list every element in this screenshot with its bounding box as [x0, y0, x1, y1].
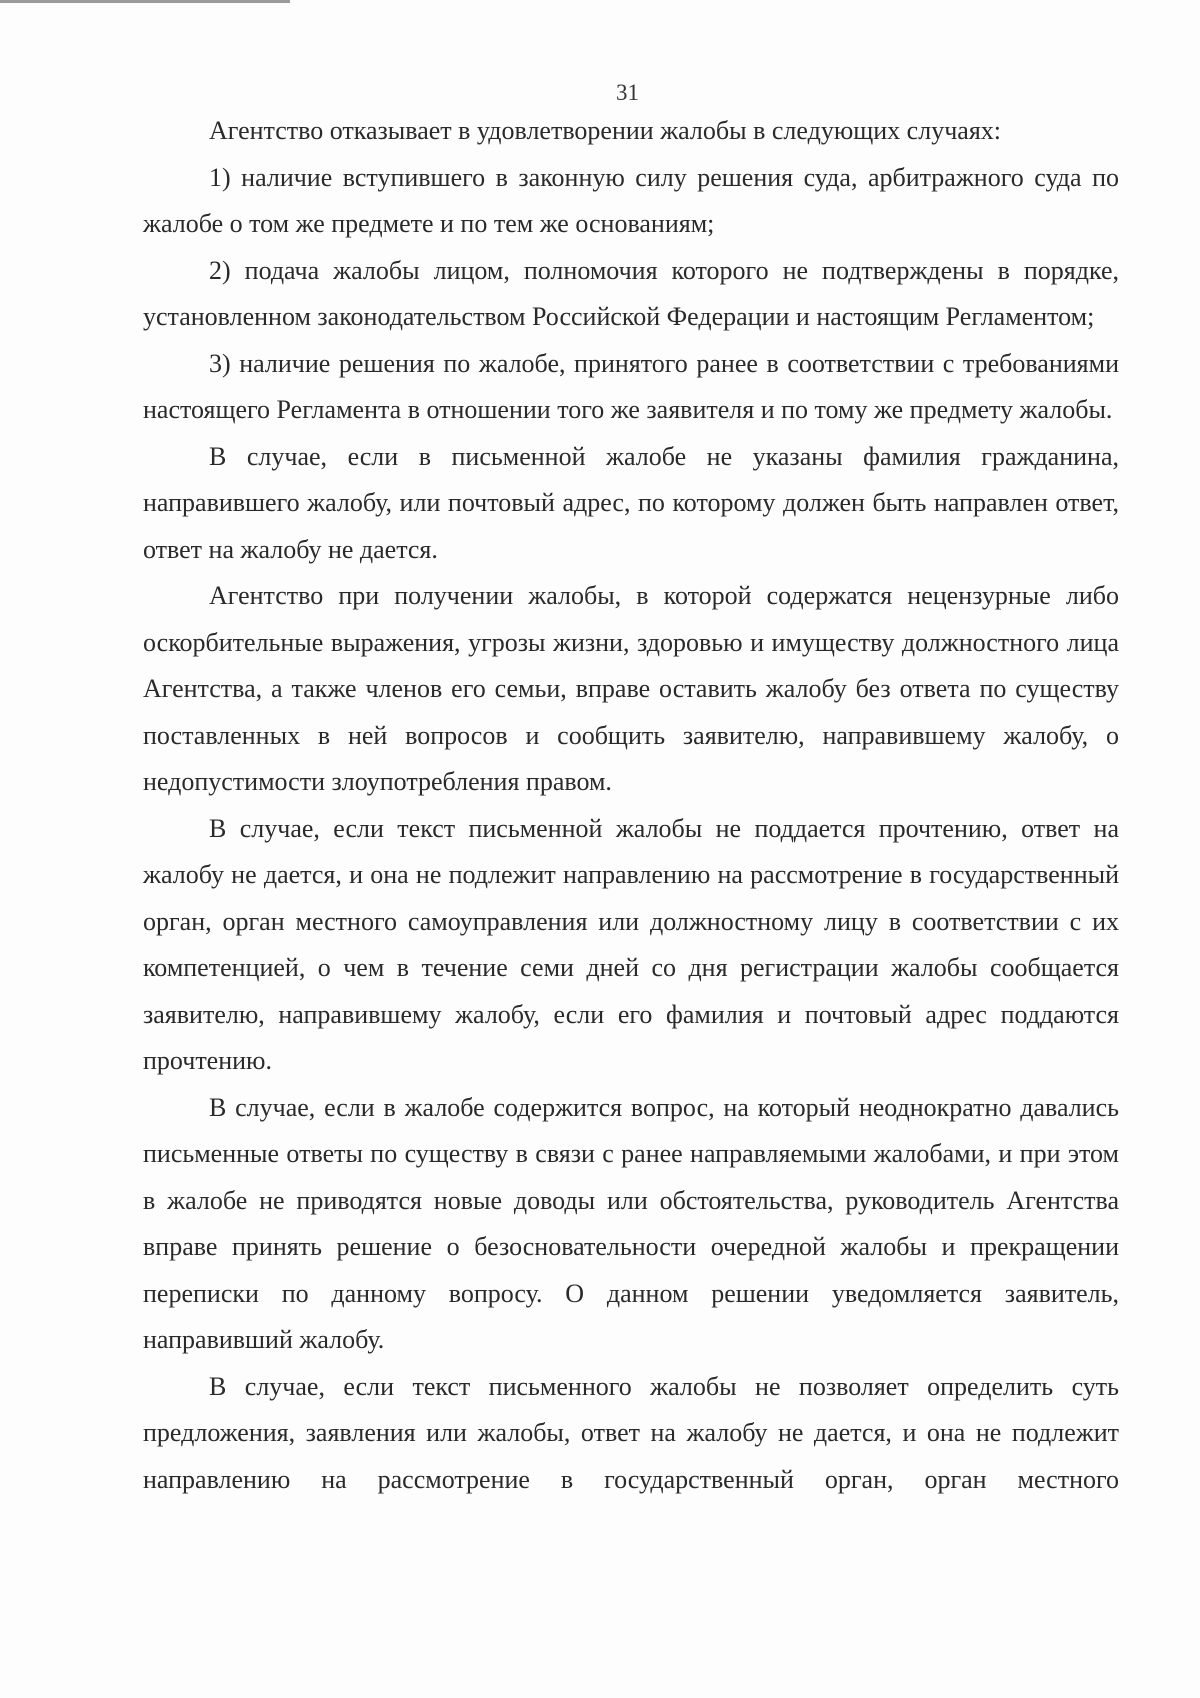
paragraph-repeated-question: В случае, если в жалобе содержится вопрос, на который неоднократно давались письменные ответы по существу в связи с ранее направляемыми жалобами, и при этом в жалобе не приводятся новые доводы или обстоятельства, руководитель Агентства вправе принять решение о безосновательности очередной жалобы и прекращении переписки по данному вопросу. О данном решении уведомляется заявитель, направивший жалобу.	[143, 1092, 1119, 1354]
paragraph-undefined-essence: В случае, если текст письменного жалобы не позволяет определить суть предложения, заявления или жалобы, ответ на жалобу не дается, и она не подлежит направлению на рассмотрение в государственный орган, орган местного	[143, 1371, 1119, 1494]
scan-edge-mark	[0, 0, 290, 3]
paragraph-unreadable-text: В случае, если текст письменной жалобы не поддается прочтению, ответ на жалобу не дается, и она не подлежит направлению на рассмотрение в государственный орган, орган местного самоуправления или должностному лицу в соответствии с их компетенцией, о чем в течение семи дней со дня регистрации жалобы сообщается заявителю, направившему жалобу, если его фамилия и почтовый адрес поддаются прочтению.	[143, 813, 1119, 1075]
paragraph-no-address: В случае, если в письменной жалобе не указаны фамилия гражданина, направившего жалобу, или почтовый адрес, по которому должен быть направлен ответ, ответ на жалобу не дается.	[143, 441, 1119, 564]
paragraph-intro: Агентство отказывает в удовлетворении жалобы в следующих случаях:	[209, 116, 1001, 145]
paragraph-item-1: 1) наличие вступившего в законную силу решения суда, арбитражного суда по жалобе о том же предмете и по тем же основаниям;	[143, 162, 1119, 238]
paragraph-offensive-language: Агентство при получении жалобы, в которой содержатся нецензурные либо оскорбительные выражения, угрозы жизни, здоровью и имуществу должностного лица Агентства, а также членов его семьи, вправе оставить жалобу без ответа по существу поставленных в ней вопросов и сообщить заявителю, направившему жалобу, о недопустимости злоупотребления правом.	[143, 581, 1119, 796]
document-body	[143, 108, 1119, 1503]
page-number: 31	[616, 80, 639, 105]
paragraph-item-3: 3) наличие решения по жалобе, принятого ранее в соответствии с требованиями настоящего Регламента в отношении того же заявителя и по тому же предмету жалобы.	[143, 348, 1119, 424]
paragraph-item-2: 2) подача жалобы лицом, полномочия которого не подтверждены в порядке, установленном законодательством Российской Федерации и настоящим Регламентом;	[143, 255, 1119, 331]
